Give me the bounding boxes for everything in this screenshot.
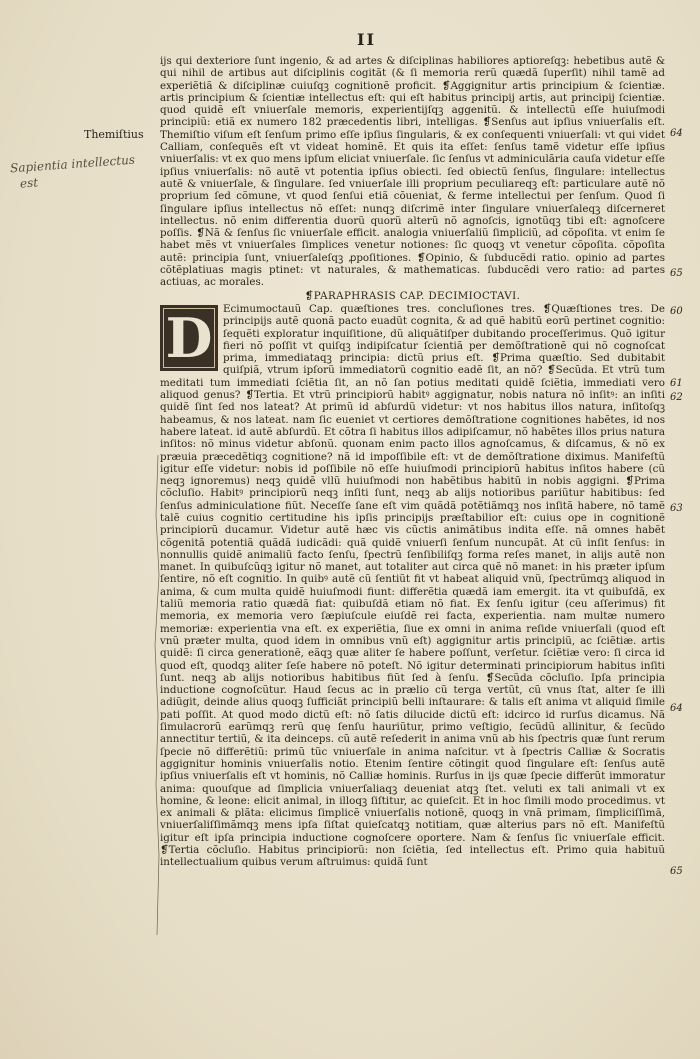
margin-number: 63 [670, 503, 683, 514]
margin-number: 61 [670, 378, 683, 389]
margin-number: 60 [670, 306, 683, 317]
handwritten-annotation: Sapientia intellectus [9, 152, 136, 176]
drop-cap-initial [160, 305, 218, 371]
drop-cap-letter: D [165, 305, 213, 370]
margin-number: 65 [670, 268, 683, 279]
margin-label-themistius: Themiſtius [84, 128, 144, 141]
main-text-block [160, 55, 665, 869]
paragraph-main: Ecimumoctauũ Cap. quæſtiones tres. concluſiones tres. ❡Quæſtiones tres. De principijs autẽ quonã pacto euadũt cognita, & ad quẽ habitũ eorũ pertinet cognitio: ſequẽti exploratur inquiſitione, dũ aliquãtiſper dubitando proceſſerimus. Quõ igitur fieri nõ poſſit vt quiſqꝫ indipiſcatur ſcientiã per demõſtrationẽ qui nõ cognoſcat prima, immediataqꝫ principia: dictũ prius eſt. ❡Prima quæſtio. Sed dubitabit quiſpiã, vtrum ipſorũ immediatorũ cognitio eadẽ ſit, an nõ? ❡Secũda. Et vtrũ tum meditati tum immediati ſciẽtia ſit, an nõ ſan potius meditati quidẽ ſciẽtia, immediati vero aliquod genus? ❡Tertia. Et vtrũ principiorũ habitꝰ aggignatur, nobis natura nõ inſitꝰ: an inſiti quidẽ ſint ſed nos lateat? At primũ id abſurdũ videtur: vt nos habitus illos natura, inſitoſqꝫ habeamus, & nos lateat. nam ſic eueniet vt certiores demõſtratione cognitiones habẽtes, id nos habere lateat. id autẽ abſurdũ. Et cõtra ſi habitus illos adipiſcamur, nõ habẽtes illos prius natura inſitos: nõ minus videtur abſonũ. quonam enim pacto illos agnoſcamus, & diſcamus, & nõ ex præuia præcedẽtiqꝫ cognitione? nã id impoſſibile eſt: vt de demõſtratione diximus. Manifeſtũ igitur eſſe videtur: nobis id poſſibile nõ eſſe huiuſmodi principiorũ habitus inſitos habere (cũ neqꝫ ignoremus) neqꝫ quidẽ vllũ huiuſmodi non habẽtibus habitũ in nobis aggigni. ❡Prima cõcluſio. Habitꝰ principiorũ neqꝫ inſiti ſunt, neqꝫ ab alijs notioribus pariũtur habitibus: ſed ſenſus adminiculatione fiũt. Neceſſe ſane eſt vim quãdã potẽtiãmqꝫ nos inſitã habere, nõ tamẽ talẽ cuius cognitio certitudine his ipſis principijs præſtabilior eſt: cuius ope in cognitionẽ principiorũ ducamur. Videtur autẽ hæc vis cũctis animãtibus indita eſſe. nã omnes habẽt cõgenitã potentiã quãdã iudicãdi: quã quidẽ vniuerſi ſenſum nuncupãt. At cũ inſit ſenſus: in nonnullis quidẽ animaliũ facto ſenſu, ſpectrũ ſenſibiliſqꝫ forma reſes manet, in alijs autẽ non manet. In quibuſcũqꝫ igitur nõ manet, aut totaliter aut circa quẽ nõ manet: in his præter ipſum ſentire, nõ eſt cognitio. In quibꝰ autẽ cũ ſentiũt fit vt habeat aliquid vnũ, ſpectrũmqꝫ aliquod in anima, & cum multa quidẽ huiuſmodi fiunt: differẽtia quædã iam emergit. ita vt quibuſdã, ex taliũ memoria ratio quædã fiat: quibuſdã etiam nõ fiat. Ex ſenſu igitur (ceu aſſerimus) fit memoria, ex memoria vero ſæpiuſcule eiuſdẽ rei facta, experientia. nam multæ numero memoriæ: experientia vna eſt. ex experiẽtia, ſiue ex omni in anima reſide vniuerſali (quod eſt vnũ præter multa, quod idem in omnibus vnũ eſt) aggignitur artis principiũ, ac ſciẽtiæ. artis quidẽ: ſi circa generationẽ, eãqꝫ quæ aliter ſe habere poſſunt, verſetur. ſciẽtiæ vero: ſi circa id quod eſt, quodqꝫ aliter ſeſe habere nõ poteſt. Nõ igitur determinati principiorum habitus inſiti ſunt. neqꝫ ab alijs notioribus habitibus fiũt ſed à ſenſu. ❡Secũda cõcluſio. Ipſa principia inductione cognoſcũtur. Haud ſecus ac in prælio cũ terga vertũt, cũ vnus ſtat, alter ſe illi adiũgit, deinde alius quoqꝫ ſufficiãt principiũ belli inſtaurare: & talis eſt anima vt aliquid ſimile pati poſſit. At quod modo dictũ eſt: nõ ſatis dilucide dictũ eſt: idcirco id rurſus dicamus. Nã ſimulacrorũ earũmqꝫ rerũ quę ſenſu hauriũtur, primo veſtigio, ſecũdũ allinitur, & ſecũdo annectitur tertiũ, & ita deinceps. cũ autẽ reſederit in anima vnũ ab his ſpectris quæ ſunt rerum ſpecie nõ differẽtiũ: primũ tũc vniuerſale in anima naſcitur. vt à ſpectris Calliæ & Socratis aggignitur hominis vniuerſalis notio. Etenim ſentire cõtingit quod ſingulare eſt: ſenſus autẽ ipſius vniuerſalis eſt vt hominis, nõ Calliæ hominis. Rurſus in ijs quæ ſpecie differũt immoratur anima: quouſque ad ſimplicia vniuerſaliaqꝫ deueniat atqꝫ ſtet. veluti ex tali animali vt ex homine, & leone: elicit animal, in illoqꝫ ſiſtitur, ac quieſcit. Et in hoc ſimili modo procedimus. vt ex animali & plãta: elicimus ſimplicẽ vniuerſalis notionẽ, quoqꝫ in vnã primam, ſimpliciſſimã, vniuerſaliſſimãmqꝫ mens ipſa ſiſtat quieſcatqꝫ notitiam, quæ alterius pars nõ eſt. Manifeſtũ igitur eſt ipſa principia inductione cognoſcere oportere. Nam & ſenſus ſic vniuerſale efficit. ❡Tertia cõcluſio. Habitus principiorũ: non ſciẽtia, ſed intellectus eſt. Primo quia habituũ intellectualium quibus verum aſtruimus: quidã ſunt [160, 302, 665, 869]
page-number: II [357, 30, 376, 49]
margin-number: 62 [670, 392, 683, 403]
handwritten-annotation-2: est [19, 175, 39, 191]
margin-number: 65 [670, 866, 683, 877]
paragraph-intro: ijs qui dexteriore ſunt ingenio, & ad artes & diſciplinas habiliores aptioreſqꝫ: hebetibus autẽ & qui nihil de artibus aut diſciplinis cogitãt (& ſi memoria rerũ quædã ſuperſit) nihil tamẽ ad experiẽtiã & diſciplinæ cuiuſqꝫ cognitionẽ proficit. ❡Aggignitur artis principium & ſcientiæ. artis principium & ſcientiæ intellectus eſt: qui eſt habitus principij artis, aut principij ſcientiæ. quod quidẽ eſt vniuerſale memoris, experientijſqꝫ aggenitũ. & intellectũ eſſe huiuſmodi principiũ: etiã ex numero 182 præcedentis libri, intelligas. ❡Senſus aut ipſius vniuerſalis eſt. Themiſtio viſum eſt ſenſum primo eſſe ipſius ſingularis, & ex conſequenti vniuerſali: vt qui videt Calliam, conſequẽs eſt vt videat hominẽ. Et quis ita eſſet: ſenſus tamẽ videtur eſſe ipſius vniuerſalis: vt ex quo mens ipſum eliciat vniuerſale. ſic ſenſus vt adminiculãria cauſa videtur eſſe ipſius vniuerſalis: nõ autẽ vt potentia ipſius obiecti. ſed obiectũ ſenſus, ſingulare: intellectus autẽ & vniuerſale, & ſingulare. ſed vniuerſale illi proprium peculiareqꝫ eſt: particulare autẽ nõ proprium ſed cõmune, vt quod ſenſui etiã cõueniat, & ferme intellectui per ſenſum. Quod ſi ſingulare ipſius intellectus nõ eſſet: nunqꝫ diſcrimẽ inter ſingulare vniuerſaleqꝫ diſcerneret intellectus. nõ enim differentia duorũ quorũ alterũ nõ agnoſcis, ignotũqꝫ tibi eſt: agnoſcere poſſis. ❡Nã & ſenſus ſic vniuerſale efficit. analogia vniuerſaliũ ſimpliciũ, ad cõpoſita. vt enim ſe habet mẽs vt vniuerſales ſimplices venetur notiones: ſic quoqꝫ vt venetur cõpoſita. cõpoſita autẽ: principia ſunt, vniuerſaleſqꝫ ꝓpoſitiones. ❡Opinio, & ſubducẽdi ratio. opinio ad partes cõtẽplatiuas magis ptinet: vt naturales, & mathematicas. ſubducẽdi vero ratio: ad partes actiuas, ac morales. [160, 55, 665, 289]
margin-number: 64 [670, 703, 683, 714]
chapter-heading: ❡PARAPHRASIS CAP. DECIMIOCTAVI. [304, 289, 521, 302]
margin-number: 64 [670, 128, 683, 139]
